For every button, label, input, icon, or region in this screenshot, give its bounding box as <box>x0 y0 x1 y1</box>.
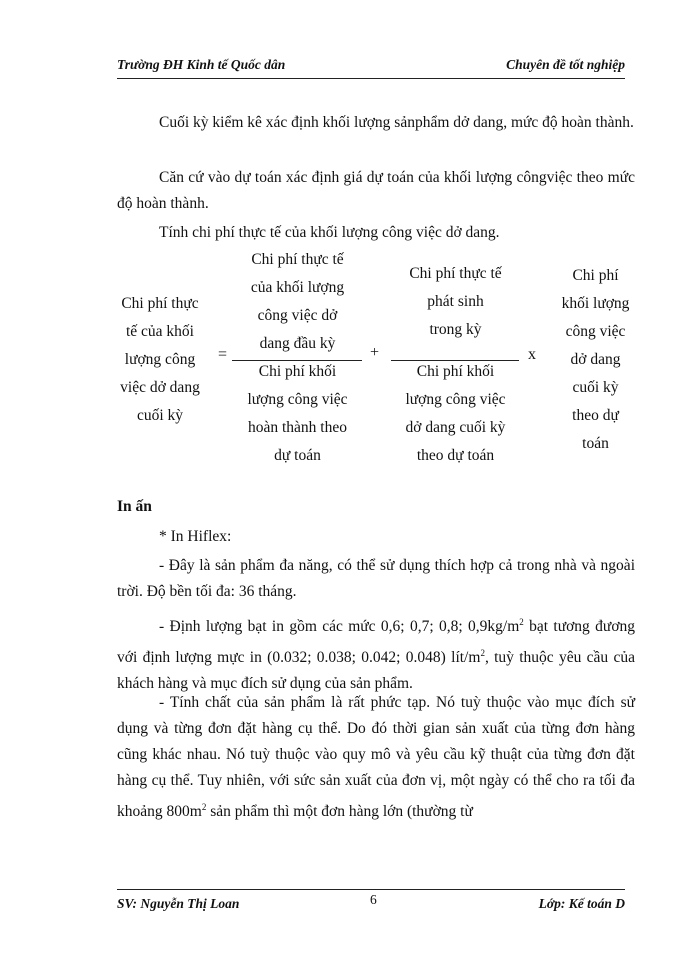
header-school: Trường ĐH Kinh tế Quốc dân <box>117 57 286 72</box>
formula-lhs: Chi phí thực tế của khối lượng công việc dở dang cuối kỳ <box>120 295 200 424</box>
page-header <box>117 56 625 79</box>
formula-denominator-2: Chi phí khối lượng công việc dở dang cuối kỳ theo dự toán <box>405 363 506 464</box>
page-number: 6 <box>370 892 377 907</box>
formula-denominator-1: Chi phí khối lượng công việc hoàn thành theo dự toán <box>247 363 348 464</box>
body-item-hiflex: * In Hiflex: <box>159 528 232 545</box>
footer-student: SV: Nguyễn Thị Loan <box>117 896 240 911</box>
equals-sign: = <box>218 346 228 363</box>
body-paragraph-2: - Định lượng bạt in gồm các mức 0,6; 0,7; 0,8; $0,9kg/m^2$ bạt tương đương với định lượng mực in (0.032; 0.038; 0.042; 0.048) lít/$m^2$, tuỳ thuộc yêu cầu của khách hàng và mục đích sử dụng của sản phẩm. <box>117 617 636 693</box>
footer-class: Lớp: Kế toán D <box>538 896 625 911</box>
page-footer <box>117 889 625 916</box>
header-title: Chuyên đề tốt nghiệp <box>506 57 625 72</box>
formula-numerator-2: Chi phí thực tế phát sinh trong kỳ <box>409 265 502 338</box>
paragraph-3: Tính chi phí thực tế của khối lượng công việc dở dang. <box>159 224 500 241</box>
section-heading: In ấn <box>117 498 152 515</box>
formula-rhs: Chi phí khối lượng công việc dở dang cuối kỳ theo dự toán <box>561 267 630 452</box>
times-sign: x <box>528 346 536 363</box>
paragraph-2: Căn cứ vào dự toán xác định giá dự toán của khối lượng côngviệc theo mức độ hoàn thành. <box>117 169 635 212</box>
body-paragraph-3: - Tính chất của sản phẩm là rất phức tạp. Nó tuỳ thuộc vào mục đích sử dụng và từng đơn đặt hàng cụ thể. Do đó thời gian sản xuất của từng đơn hàng cũng khác nhau. Nó tuỳ thuộc vào quy mô và yêu cầu kỹ thuật của từng đơn đặt hàng cụ thể. Tuy nhiên, với sức sản xuất của đơn vị, một ngày có thể cho ra tối đa khoảng $800m^2$ sản phẩm thì một đơn hàng lớn (thường từ <box>117 694 635 821</box>
body-paragraph-1: - Đây là sản phẩm đa năng, có thể sử dụng thích hợp cả trong nhà và ngoài trời. Độ bền tối đa: 36 tháng. <box>117 557 635 600</box>
plus-sign: + <box>370 344 380 361</box>
paragraph-1: Cuối kỳ kiểm kê xác định khối lượng sảnphẩm dở dang, mức độ hoàn thành. <box>159 114 634 131</box>
formula-numerator-1: Chi phí thực tế của khối lượng công việc dở dang đầu kỳ <box>250 251 345 352</box>
